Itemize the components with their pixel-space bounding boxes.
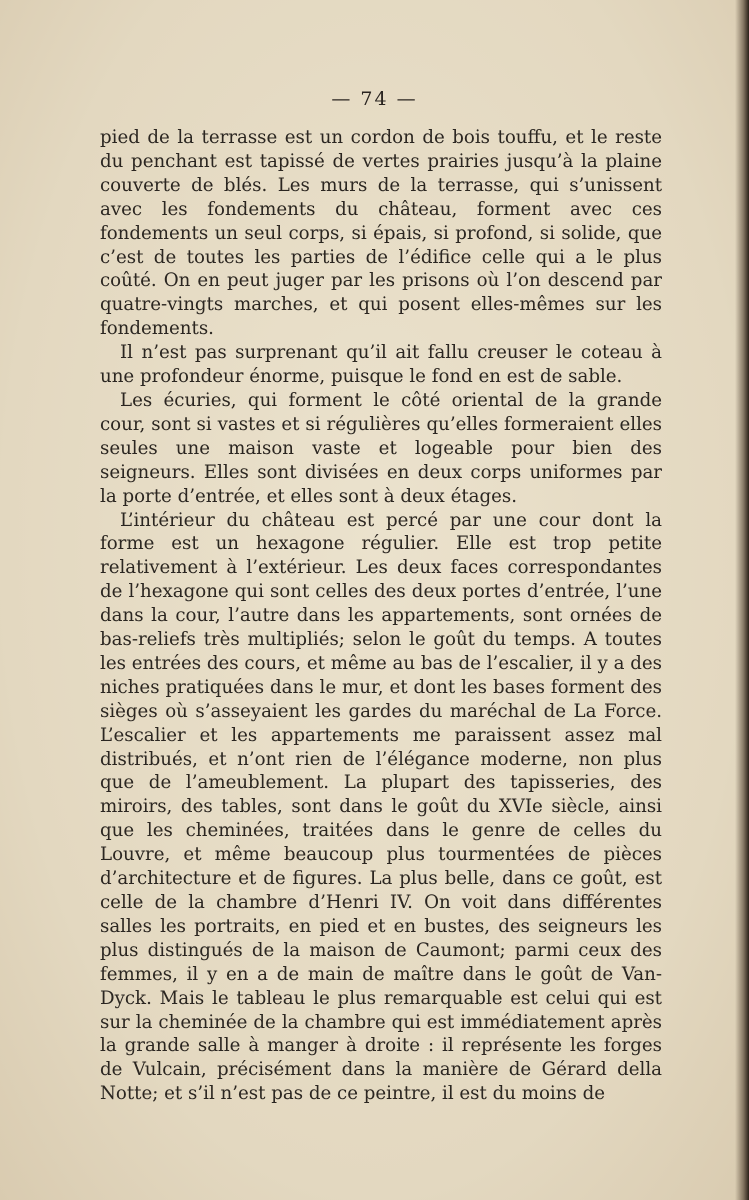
body-text (100, 126, 662, 1106)
paragraph-3: Les écuries, qui forment le côté oriental de la grande cour, sont si vastes et si régulières qu’elles formeraient elles seules une maison vaste et logeable pour bien des seigneurs. Elles sont divisées en deux corps uniformes par la porte d’entrée, et elles sont à deux étages. (100, 389, 662, 507)
page-edge-shadow (735, 0, 749, 1200)
paragraph-1: pied de la terrasse est un cordon de bois touffu, et le reste du penchant est tapissé de vertes prairies jusqu’à la plaine couverte de blés. Les murs de la terrasse, qui s’unissent avec les fondements du château, forment avec ces fondements un seul corps, si épais, si profond, si solide, que c’est de toutes les parties de l’édifice celle qui a le plus coûté. On en peut juger par les prisons où l’on descend par quatre-vingts marches, et qui posent elles-mêmes sur les fondements. (100, 127, 662, 340)
paragraph-2: Il n’est pas surprenant qu’il ait fallu creuser le coteau à une profondeur énorme, puisque le fond en est de sable. (100, 342, 662, 388)
page-number: — 74 — (331, 88, 418, 110)
paragraph-4: L’intérieur du château est percé par une cour dont la forme est un hexagone régulier. Elle est trop petite relativement à l’extérieur. Les deux faces correspondantes de l’hexagone qui sont celles des deux portes d’entrée, l’une dans la cour, l’autre dans les appartements, sont ornées de bas-reliefs très multipliés; selon le goût du temps. A toutes les entrées des cours, et même au bas de l’escalier, il y a des niches pratiquées dans le mur, et dont les bases forment des sièges où s’asseyaient les gardes du maréchal de La Force. L’escalier et les appartements me paraissent assez mal distribués, et n’ont rien de l’élégance moderne, non plus que de l’ameublement. La plupart des tapisseries, des miroirs, des tables, sont dans le goût du XVIe siècle, ainsi que les cheminées, traitées dans le genre de celles du Louvre, et même beaucoup plus tourmentées de pièces d’architecture et de figures. La plus belle, dans ce goût, est celle de la chambre d’Henri IV. On voit dans différentes salles les portraits, en pied et en bustes, des seigneurs les plus distingués de la maison de Caumont; parmi ceux des femmes, il y en a de main de maître dans le goût de Van-Dyck. Mais le tableau le plus remarquable est celui qui est sur la cheminée de la chambre qui est immédiatement après la grande salle à manger à droite : il représente les forges de Vulcain, précisément dans la manière de Gérard della Notte; et s’il n’est pas de ce peintre, il est du moins de (100, 509, 662, 1105)
